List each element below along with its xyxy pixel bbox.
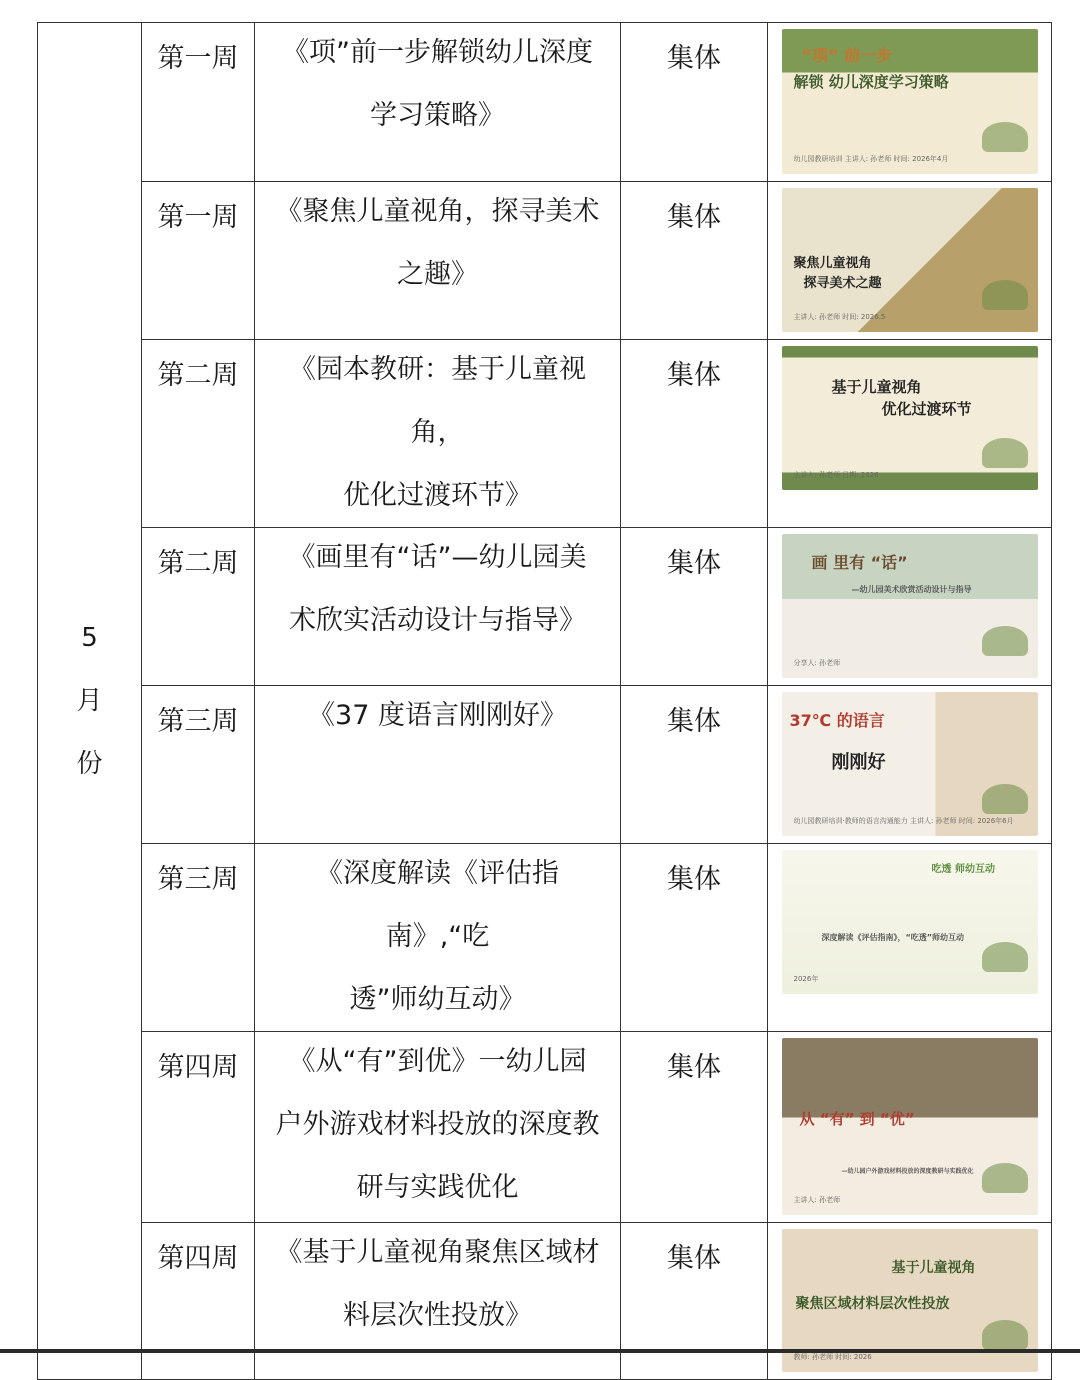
session-title: 《画里有“话”—幼儿园美 术欣实活动设计与指导》 [288,542,587,636]
thumbnail-cell [768,1032,1052,1223]
thumbnail-title: 从 “有” 到 “优” [799,1110,915,1128]
thumbnail-caption: 主讲人: 孙老师 时间: 2026.5 [793,313,886,321]
table-row [38,23,1052,182]
thumbnail-title: 37℃ 的语言 [789,711,885,730]
thumbnail-subtitle: 优化过渡环节 [881,400,972,418]
week-label: 第二周 [157,360,239,391]
thumbnail-caption: 幼儿园教研培训 主讲人: 孙老师 时间: 2026年4月 [793,155,949,163]
illustration-decoration [982,438,1028,468]
slide-thumbnail[interactable] [782,1038,1038,1215]
week-label: 第四周 [157,1243,239,1274]
session-title: 《聚焦儿童视角，探寻美术 之趣》 [275,196,600,290]
week-cell [142,844,255,1032]
type-cell [621,23,768,182]
session-title: 《37 度语言刚刚好》 [308,700,567,731]
thumbnail-caption: 教师: 孙老师 时间: 2026 [793,1353,872,1361]
type-cell [621,686,768,844]
week-label: 第三周 [157,706,239,737]
week-cell [142,528,255,686]
type-cell [621,340,768,528]
slide-thumbnail[interactable] [782,346,1038,490]
slide-thumbnail[interactable] [782,534,1038,678]
thumbnail-subtitle: 探寻美术之趣 [803,276,882,291]
type-cell [621,844,768,1032]
month-cell [38,23,142,1380]
thumbnail-title: 基于儿童视角 [831,378,922,396]
slide-thumbnail[interactable] [782,850,1038,994]
slide-thumbnail[interactable] [782,29,1038,174]
title-cell [255,23,621,182]
week-cell [142,686,255,844]
session-title: 《园本教研：基于儿童视角， 优化过渡环节》 [289,354,586,511]
table-row [38,686,1052,844]
week-label: 第一周 [157,202,239,233]
title-cell [255,1032,621,1223]
thumbnail-title: 基于儿童视角 [891,1260,976,1276]
title-cell [255,182,621,340]
title-cell [255,1223,621,1380]
type-cell [621,182,768,340]
session-type: 集体 [667,1243,721,1274]
table-row [38,1223,1052,1380]
title-cell [255,686,621,844]
table-row [38,182,1052,340]
session-title: 《基于儿童视角聚焦区域材 料层次性投放》 [275,1237,600,1331]
thumbnail-caption: 主讲人: 孙老师 日期: 2026 [793,471,879,479]
bottom-border [0,1349,1080,1353]
table-row [38,528,1052,686]
week-cell [142,340,255,528]
session-title: 《项”前一步解锁幼儿深度 学习策略》 [282,37,593,131]
slide-thumbnail[interactable] [782,188,1038,332]
table-row [38,844,1052,1032]
illustration-decoration [982,280,1028,310]
week-label: 第三周 [157,864,239,895]
table-row [38,1032,1052,1223]
title-cell [255,844,621,1032]
thumbnail-cell [768,340,1052,528]
session-title: 《从“有”到优》一幼儿园 户外游戏材料投放的深度教 研与实践优化 [275,1046,600,1203]
month-label: 5月份 [76,622,103,779]
table-row [38,340,1052,528]
session-type: 集体 [667,706,721,737]
week-cell [142,1223,255,1380]
illustration-decoration [982,1163,1028,1193]
type-cell [621,528,768,686]
thumbnail-subtitle: —幼儿园户外游戏材料投放的深度教研与实践优化 [841,1168,974,1175]
illustration-decoration [982,122,1028,152]
week-cell [142,23,255,182]
session-type: 集体 [667,548,721,579]
illustration-decoration [982,784,1028,814]
illustration-decoration [982,1320,1028,1350]
thumbnail-cell [768,844,1052,1032]
thumbnail-caption: 主讲人: 孙老师 [793,1196,841,1204]
slide-thumbnail[interactable] [782,692,1038,836]
thumbnail-title: 聚焦儿童视角 [793,256,872,271]
thumbnail-title: “项” 前一步 [801,46,893,65]
title-cell [255,528,621,686]
week-label: 第一周 [157,43,239,74]
illustration-decoration [982,942,1028,972]
type-cell [621,1032,768,1223]
week-cell [142,1032,255,1223]
thumbnail-cell [768,182,1052,340]
thumbnail-cell [768,686,1052,844]
session-type: 集体 [667,43,721,74]
thumbnail-subtitle: —幼儿园美术欣赏活动设计与指导 [851,585,972,594]
week-label: 第二周 [157,548,239,579]
week-label: 第四周 [157,1052,239,1083]
thumbnail-caption: 2026年 [793,975,819,983]
schedule-table [37,22,1052,1380]
thumbnail-title: 画 里有 “话” [811,553,908,572]
thumbnail-caption: 幼儿园教研培训·教师的语言沟通能力 主讲人: 孙老师 时间: 2026年6月 [793,817,1014,825]
thumbnail-subtitle: 聚焦区域材料层次性投放 [795,1296,950,1312]
type-cell [621,1223,768,1380]
week-cell [142,182,255,340]
thumbnail-cell [768,528,1052,686]
thumbnail-cell [768,1223,1052,1380]
thumbnail-subtitle: 解锁 幼儿深度学习策略 [793,73,949,91]
session-type: 集体 [667,360,721,391]
thumbnail-title: 吃透 师幼互动 [931,864,995,875]
illustration-decoration [982,626,1028,656]
session-type: 集体 [667,1052,721,1083]
thumbnail-subtitle: 深度解读《评估指南》，“吃透”师幼互动 [821,933,965,942]
thumbnail-caption: 分享人: 孙老师 [793,659,841,667]
thumbnail-cell [768,23,1052,182]
session-title: 《深度解读《评估指南》,“吃 透”师幼互动》 [316,858,559,1015]
session-type: 集体 [667,864,721,895]
session-type: 集体 [667,202,721,233]
title-cell [255,340,621,528]
thumbnail-subtitle: 刚刚好 [831,752,886,773]
